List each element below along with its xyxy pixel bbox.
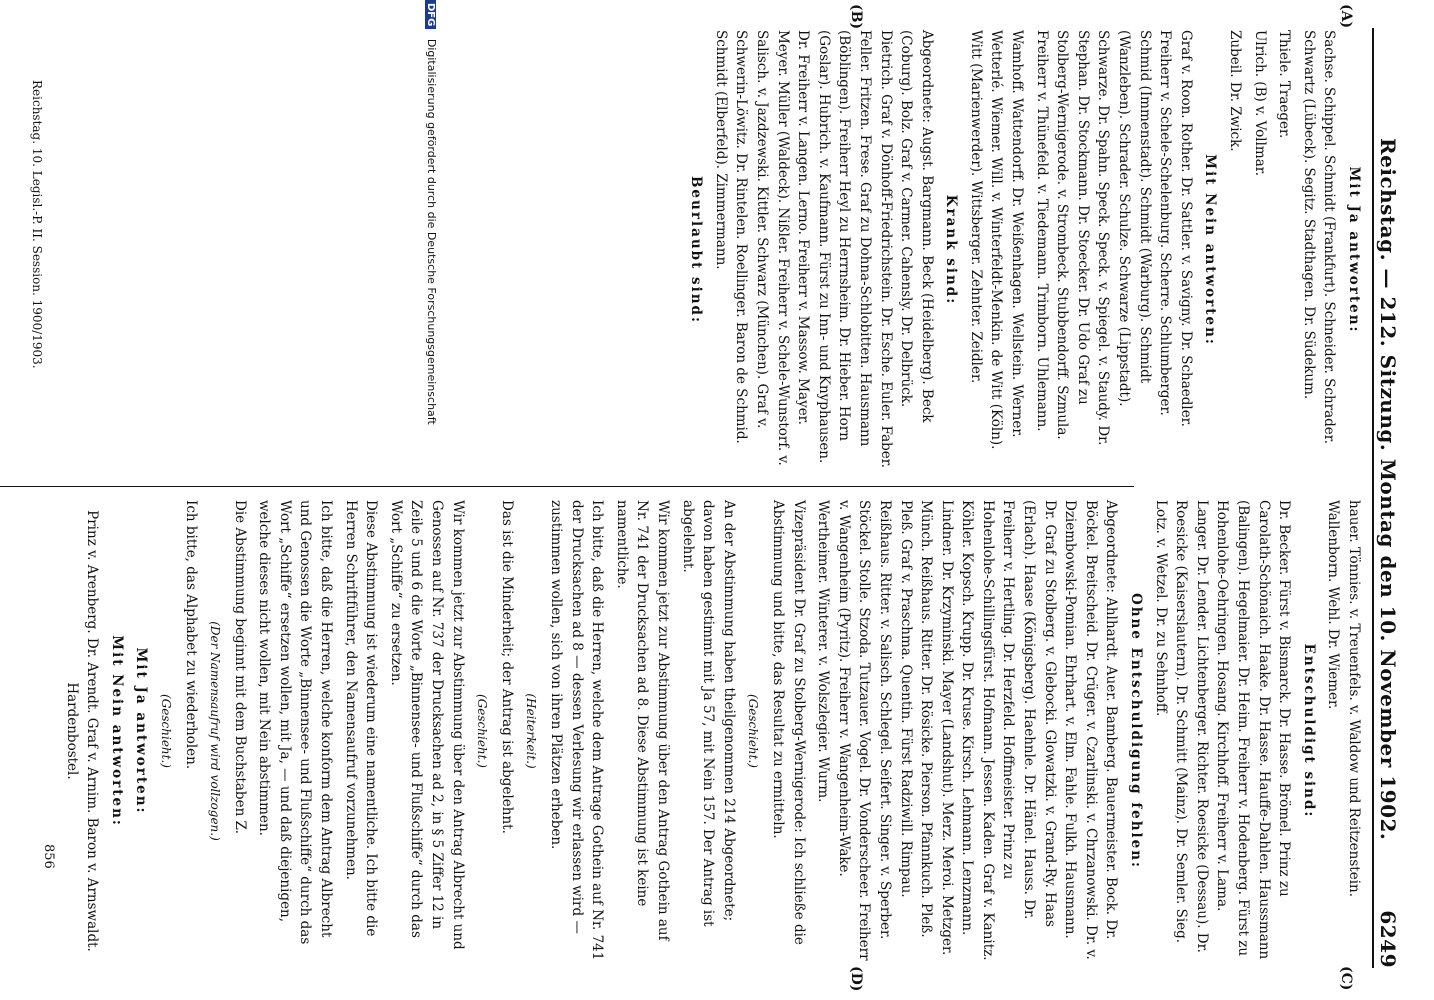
digitization-credit [422, 0, 438, 1000]
header-title: Reichstag. — 212. Sitzung. Montag den 10. November 1902. [1376, 138, 1400, 841]
margin-letter-a: (A) [1338, 4, 1354, 29]
paragraph: Diese Abstimmung ist wiederum eine namentliche. Ich bitte die Herren Schriftführer, den Namensaufruf vorzunehmen. [342, 500, 380, 937]
paragraph: Thiele. Traeger. [1276, 30, 1293, 139]
section-heading: Entschuldigt sind: [1300, 643, 1317, 819]
dfg-logo: DFG [425, 0, 436, 29]
left-column [682, 30, 1364, 470]
column-divider [0, 486, 1134, 487]
paragraph: Zubeil. Dr. Zwick. [1227, 30, 1244, 152]
paragraph: Abgeordnete: Ahlhardt. Auer. Bamberg. Bauermeister. Bock. Dr. Böckel. Breitscheid. Dr. Crüger. v. Czarlinski. v. Chrzanowski. Dr. v. Dziembowski-Pomian. Ehrhart. v. Elm. Fahle. Fulkh. Hausmann. Dr. Graf zu Stolberg. v. Glebocki. Glowatzki. v. Grand-Ry. Haas (Erlach). Haase (Königsberg). Haehnle. Dr. Hänel. Hauss. Dr. Freiherr v. Hertling. Dr. Herzfeld. Hoffmeister. Prinz zu Hohenlohe-Schillingsfürst. Hofmann. Jessen. Kaden. Graf v. Kanitz. Köhler. Kopsch. Krupp. Dr. Kruse. Kirsch. Lehmann. Lenzmann. Lindner. Dr. Krzyminski. Mayer (Landshut). Merz. Meroi. Metzger. Münch. Reißhaus. Ritter. Dr. Rösicke. Pierson. Pfannkuch. Pleß. Pleß. Graf v. Praschma. Quentin. Fürst Radziwill. Rimpau. Reißhaus. Ritter. v. Salisch. Schlegel. Seifert. Singer. v. Sperber. Stöckel. Stolle. Stzoda. Tutzauer. Vogel. Dr. Vonderscheer. Freiherr v. Wangenheim (Pyritz). Freiherr v. Wangenheim-Wake. Wertheimer. Winterer. v. Wolszlegier. Wurm. [815, 500, 1120, 961]
paragraph: Die Abstimmung beginnt mit dem Buchstaben Z. [231, 500, 248, 834]
paragraph: Ich bitte, das Alphabet zu wiederholen. [182, 500, 199, 770]
paragraph: Ulrich. (B) v. Vollmar. [1251, 30, 1268, 177]
name-list: Prinz v. Arenberg. Dr. Arendt. Graf v. Arnim. Baron v. Arnswaldt. Hardenbostel. [63, 510, 101, 952]
page-number: 6249 [1376, 910, 1400, 968]
paragraph: An der Abstimmung haben theilgenommen 214 Abgeordnete; davon haben gestimmt mit Ja 57, mit Nein 157. Der Antrag ist abgelehnt. [679, 500, 737, 927]
paragraph: Abgeordnete: Augst. Bargmann. Beck (Heidelberg). Beck (Coburg). Bolz. Graf v. Carmer. Cahensly. Dr. Delbrück. Dietrich. Graf v. Dönhoff-Friedrichstein. Dr. Esche. Euler. Faber. Feller. Fritzen. Frese. Graf zu Dohna-Schlobitten. Hausmann (Böblingen). Freiherr Heyl zu Herrnsheim. Dr. Hieber. Horn (Goslar). Hubrich. v. Kaufmann. Fürst zu Inn- und Knyphausen. Dr. Freiherr v. Langen. Lerno. Freiherr v. Massow. Mayer. Meyer. Müller (Waldeck). Nißler. Freiherr v. Schele-Wunstorf. v. Salisch. v. Jazdzewski. Kittler. Schwarz (München). Graf v. Schwerin-Löwitz. Dr. Rintelen. Roellinger. Baron de Schmid. Schmidt (Elberfeld). Zimmermann. [712, 30, 935, 469]
paragraph: Ich bitte, daß die Herren, welche dem Antrage Gothein auf Nr. 741 der Drucksachen ad 8 — dessen Verlesung wir erlassen wird — zustimmen wollen, sich von ihren Plätzen erheben. [548, 500, 606, 961]
footer-number: 856 [41, 844, 56, 869]
paragraph: Wir kommen jetzt zur Abstimmung über den Antrag Albrecht und Genossen auf Nr. 737 der Drucksachen ad 2, in § 5 Ziffer 12 in Zeile 5 und 6 die Worte „Binnensee- und Flußschiffe“ durch das Wort „Schiffe“ zu ersetzen. [387, 500, 466, 950]
right-column [57, 500, 1364, 962]
section-heading: Mit Ja antworten: [1346, 166, 1362, 334]
stage-direction: (Geschieht.) [158, 694, 173, 768]
credit-text: Digitalisierung gefördert durch die Deutsche Forschungsgemeinschaft [425, 38, 438, 425]
paragraph: Wamhoff. Wattendorff. Dr. Weißenhagen. Wellstein. Werner. Wetterlé. Wiemer. Will. v. Winterfeldt-Menkin. de Witt (Köln). Witt (Marienwerder). Wittsberger. Zehnter. Zeidler. [967, 30, 1026, 450]
section-heading: Mit Ja antworten: [133, 647, 150, 815]
margin-letter-b: (B) [848, 4, 864, 30]
section-heading: Mit Nein antworten: [108, 635, 125, 827]
paragraph: Das ist die Minderheit; der Antrag ist abgelehnt. [498, 500, 515, 834]
paragraph: hauer. Tönnies. v. Treuenfels. v. Waldow und Reitzenstein. Wallenborn. Wehl. Dr. Wiemer. [1325, 500, 1362, 897]
paragraph: Dr. Becker. Fürst v. Bismarck. Dr. Hasse. Brömel. Prinz zu Carolath-Schönaich. Haake. Dr. Hasse. Hauffe-Dahlen. Haussmann (Balingen). Hegelmaier. Dr. Heim. Freiherr v. Hodenberg. Fürst zu Hohenlohe-Oehringen. Hosang. Kirchhoff. Freiherr v. Lama. Langer. Dr. Lender. Lichtenberger. Richter. Roesicke (Dessau). Dr. Roesicke (Kaiserslautern). Dr. Schmitt (Mainz). Dr. Semler. Sieg. Lotz. v. Wetzel. Dr. zu Sehnhoff. [1152, 500, 1293, 960]
section-heading: Ohne Entschuldigung fehlen: [1128, 592, 1145, 870]
paragraph: Graf v. Roon. Rother. Dr. Sattler. v. Savigny. Dr. Schaedler. Freiherr v. Schele-Schelenburg. Scherre. Schlumberger. Schmid (Immenstadt). Schmidt (Warburg). Schmidt (Wanzleben). Schrader. Schulze. Schwarze (Lippstadt). Schwarze. Dr. Spahn. Speck. Speck. v. Spiegel. v. Staudy. Dr. Stephan. Dr. Stockmann. Dr. Stoecker. Dr. Udo Graf zu Stolberg-Wernigerode. v. Strombeck. Stubbendorff. Szmula. Freiherr v. Thünefeld. v. Tiedemann. Trimborn. Uhlemann. [1033, 30, 1194, 446]
section-heading: Beurlaubt sind: [688, 176, 705, 324]
page-header [1364, 28, 1404, 968]
stage-direction: (Der Namensaufruf wird vollzogen.) [208, 621, 223, 841]
header-rule [1372, 28, 1374, 968]
stage-direction: (Geschieht.) [746, 694, 761, 768]
paragraph: Ich bitte, daß die Herren, welche konform dem Antrag Albrecht und Genossen die Worte „Binnensee- und Flußschiffe“ durch das Wort „Schiffe“ ersetzen wollen, mit Ja, — und daß diejenigen, welche dieses nicht wollen, mit Nein abstimmen. [256, 500, 335, 945]
section-heading: Mit Nein antworten: [1202, 154, 1219, 346]
section-heading: Krank sind: [943, 194, 960, 306]
stage-direction: (Heiterkeit.) [524, 693, 539, 769]
paragraph: Vizepräsident Dr. Graf zu Stolberg-Wernigerode: Ich schließe die Abstimmung und bitte, das Resultat zu ermitteln. [769, 500, 807, 945]
margin-letter-c: (C) [1338, 966, 1354, 991]
stage-direction: (Geschieht.) [475, 694, 490, 768]
paragraph: Sachse. Schippel. Schmidt (Frankfurt). Schneider. Schrader. Schwartz (Lübeck). Segitz. Stadthagen. Dr. Südekum. [1300, 30, 1338, 445]
paragraph: Wir kommen jetzt zur Abstimmung über den Antrag Gothein auf Nr. 741 der Drucksachen ad 8. Diese Abstimmung ist keine namentliche. [613, 500, 671, 941]
margin-letter-d: (D) [848, 966, 864, 992]
page-footer: Reichstag. 10. Legisl.-P. II. Session. 1900/1903. [30, 80, 44, 369]
